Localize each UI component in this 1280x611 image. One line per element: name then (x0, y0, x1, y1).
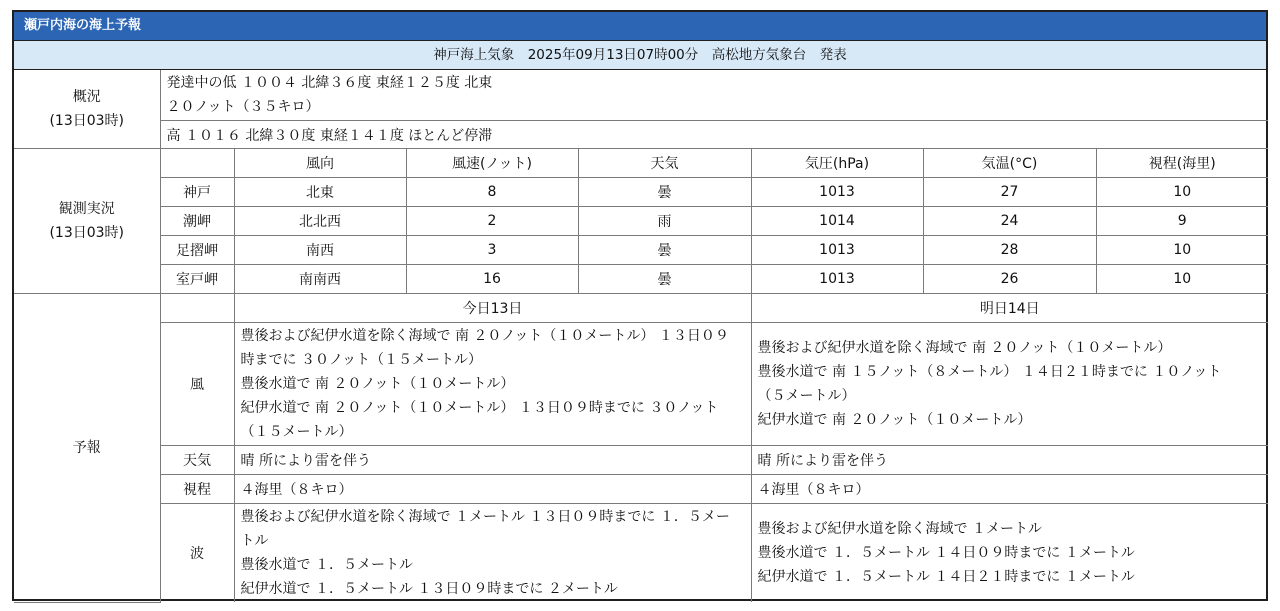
obs-cell: 26 (923, 265, 1096, 294)
station-name: 足摺岬 (160, 236, 234, 265)
obs-cell: 16 (406, 265, 578, 294)
overview-high: 高 １０１６ 北緯３０度 東経１４１度 ほとんど停滞 (160, 121, 1268, 149)
obs-cell: 雨 (578, 207, 751, 236)
obs-cell: 3 (406, 236, 578, 265)
forecast-waves-label: 波 (160, 504, 234, 603)
obs-cell: 28 (923, 236, 1096, 265)
forecast-weather-tomorrow: 晴 所により雷を伴う (751, 446, 1268, 475)
overview-label: 概況 (13日03時) (14, 70, 160, 149)
obs-cell: 1013 (751, 265, 923, 294)
forecast-visibility-today: ４海里（８キロ） (234, 475, 751, 504)
forecast-wind-today: 豊後および紀伊水道を除く海域で 南 ２０ノット（１０メートル） １３日０９ 時までに ３０ノット（１５メートル） 豊後水道で 南 ２０ノット（１０メートル） 紀伊水道で 南 ２０ノット（１０メートル） １３日０９時までに ３０ノット （１５メートル） (234, 323, 751, 446)
forecast-wind-tomorrow: 豊後および紀伊水道を除く海域で 南 ２０ノット（１０メートル） 豊後水道で 南 １５ノット（８メートル） １４日２１時までに １０ノット （５メートル） 紀伊水道で 南 ２０ノット（１０メートル） (751, 323, 1268, 446)
obs-cell: 南南西 (234, 265, 406, 294)
forecast-label: 予報 (14, 294, 160, 603)
forecast-waves-tomorrow: 豊後および紀伊水道を除く海域で １メートル 豊後水道で １．５メートル １４日０９時までに １メートル 紀伊水道で １．５メートル １４日２１時までに １メートル (751, 504, 1268, 603)
obs-cell: 1013 (751, 236, 923, 265)
obs-cell: 10 (1096, 265, 1268, 294)
panel-title: 瀬戸内海の海上予報 (14, 12, 1266, 41)
station-name: 潮岬 (160, 207, 234, 236)
obs-cell: 曇 (578, 178, 751, 207)
overview-low: 発達中の低 １００４ 北緯３６度 東経１２５度 北東 ２０ノット（３５キロ） (160, 70, 1268, 121)
obs-cell: 2 (406, 207, 578, 236)
forecast-waves-today: 豊後および紀伊水道を除く海域で １メートル １３日０９時までに １．５メー トル 豊後水道で １．５メートル 紀伊水道で １．５メートル １３日０９時までに ２メートル (234, 504, 751, 603)
obs-cell: 南西 (234, 236, 406, 265)
obs-cell: 北北西 (234, 207, 406, 236)
obs-cell: 曇 (578, 265, 751, 294)
obs-cell: 24 (923, 207, 1096, 236)
obs-cell: 北東 (234, 178, 406, 207)
obs-cell: 1014 (751, 207, 923, 236)
obs-header-wind-speed: 風速(ノット) (406, 149, 578, 178)
forecast-tomorrow-header: 明日14日 (751, 294, 1268, 323)
forecast-corner (160, 294, 234, 323)
obs-header-pressure: 気圧(hPa) (751, 149, 923, 178)
obs-cell: 1013 (751, 178, 923, 207)
forecast-table (14, 70, 1268, 603)
station-name: 神戸 (160, 178, 234, 207)
obs-cell: 9 (1096, 207, 1268, 236)
table-row (14, 178, 1268, 207)
obs-cell: 10 (1096, 236, 1268, 265)
issue-info: 神戸海上気象 2025年09月13日07時00分 高松地方気象台 発表 (14, 41, 1266, 70)
obs-cell: 8 (406, 178, 578, 207)
obs-cell: 27 (923, 178, 1096, 207)
forecast-today-header: 今日13日 (234, 294, 751, 323)
observation-corner (160, 149, 234, 178)
obs-header-weather: 天気 (578, 149, 751, 178)
forecast-wind-label: 風 (160, 323, 234, 446)
station-name: 室戸岬 (160, 265, 234, 294)
obs-header-temperature: 気温(°C) (923, 149, 1096, 178)
forecast-weather-label: 天気 (160, 446, 234, 475)
obs-header-wind-dir: 風向 (234, 149, 406, 178)
table-row (14, 265, 1268, 294)
forecast-weather-today: 晴 所により雷を伴う (234, 446, 751, 475)
table-row (14, 207, 1268, 236)
obs-cell: 10 (1096, 178, 1268, 207)
observation-label: 観測実況 (13日03時) (14, 149, 160, 294)
forecast-panel (12, 10, 1268, 601)
forecast-visibility-label: 視程 (160, 475, 234, 504)
obs-cell: 曇 (578, 236, 751, 265)
table-row (14, 236, 1268, 265)
obs-header-visibility: 視程(海里) (1096, 149, 1268, 178)
forecast-visibility-tomorrow: ４海里（８キロ） (751, 475, 1268, 504)
